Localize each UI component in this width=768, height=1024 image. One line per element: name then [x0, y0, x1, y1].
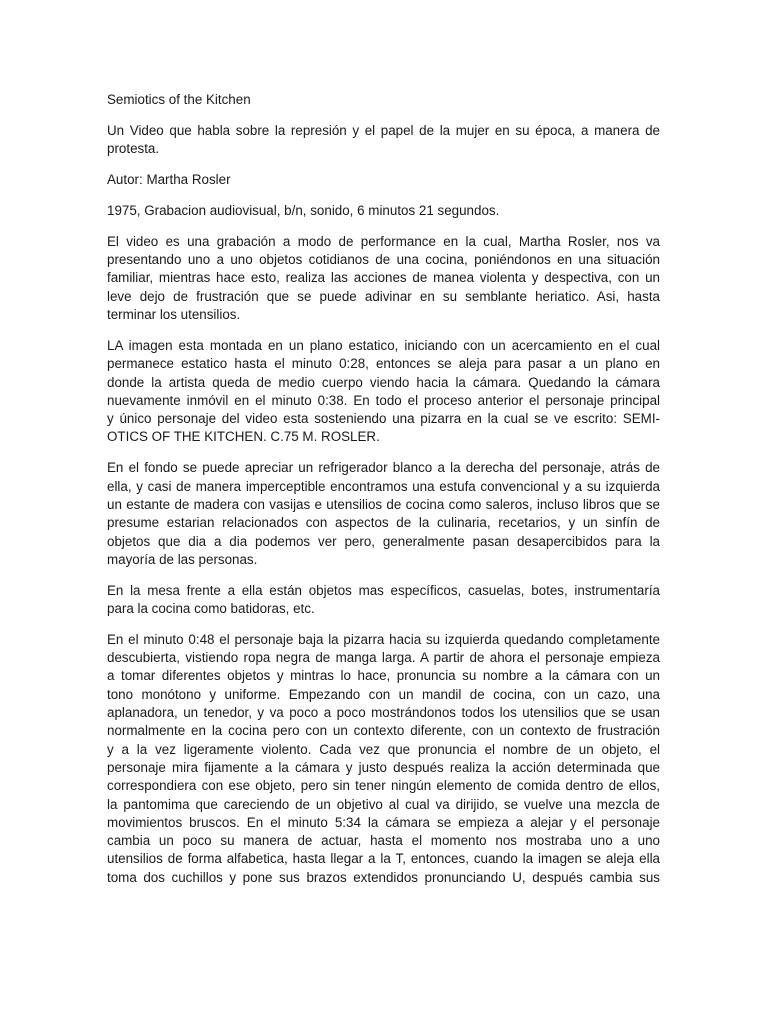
- text-line: la pantomima que careciendo de un objetivo al cual va dirijido, se vuelve una mezcla de: [107, 796, 660, 812]
- text-line: donde la artista queda de medio cuerpo viendo hacia la cámara. Quedando la cámara: [107, 374, 660, 390]
- text-line: OTICS OF THE KITCHEN. C.75 M. ROSLER.: [107, 429, 380, 445]
- document-title: [107, 91, 660, 109]
- text-line: objetos que dia a dia podemos ver pero, generalmente pasan desapercibidos para la: [107, 533, 660, 549]
- text-line: toma dos cuchillos y pone sus brazos extendidos pronunciando U, después cambia sus: [107, 869, 660, 885]
- text-line: permanece estatico hasta el minuto 0:28, entonces se aleja para pasar a un plano en: [107, 356, 660, 372]
- paragraph-background: [107, 459, 660, 569]
- paragraph-description: [107, 122, 660, 159]
- text-line: mayoría de las personas.: [107, 551, 258, 567]
- text-line: Autor: Martha Rosler: [107, 172, 231, 188]
- text-line: presentando uno a uno objetos cotidianos de una cocina, poniéndonos en una situación: [107, 252, 660, 268]
- text-line: En el fondo se puede apreciar un refrigerador blanco a la derecha del personaje, atrás de: [107, 460, 660, 476]
- text-line: presume estarian relacionados con aspectos de la culinaria, recetarios, y un sinfín de: [107, 515, 660, 531]
- text-line: utensilios de forma alfabetica, hasta llegar a la T, entonces, cuando la imagen se aleja ella: [107, 851, 660, 867]
- text-line: El video es una grabación a modo de performance en la cual, Martha Rosler, nos va: [107, 233, 660, 249]
- text-line: En la mesa frente a ella están objetos mas específicos, casuelas, botes, instrumentaría: [107, 582, 660, 598]
- text-line: Semiotics of the Kitchen: [107, 92, 251, 107]
- text-line: nuevamente inmóvil en el minuto 0:38. En todo el proceso anterior el personaje principal: [107, 392, 660, 408]
- text-line: y a la vez ligeramente violento. Cada vez que pronuncia el nombre de un objeto, el: [107, 741, 660, 757]
- text-line: un estante de madera con vasijas e utensilios de cocina como saleros, incluso libros que se: [107, 496, 660, 512]
- text-line: En el minuto 0:48 el personaje baja la pizarra hacia su izquierda quedando completamente: [107, 631, 660, 647]
- text-line: movimientos bruscos. En el minuto 5:34 la cámara se empieza a alejar y el personaje: [107, 814, 660, 830]
- text-line: 1975, Grabacion audiovisual, b/n, sonido, 6 minutos 21 segundos.: [107, 202, 500, 218]
- text-line: ella, y casi de manera imperceptible encontramos una estufa convencional y a su izquierda: [107, 478, 660, 494]
- paragraph-camera: [107, 337, 660, 447]
- text-line: terminar los utensilios.: [107, 307, 241, 323]
- text-line: normalmente en la cocina pero con un contexto diferente, con un contexto de frustración: [107, 723, 660, 739]
- text-line: descubierta, vistiendo ropa negra de manga larga. A partir de ahora el personaje empieza: [107, 650, 660, 666]
- text-line: protesta.: [107, 141, 160, 157]
- text-line: correspondiera con ese objeto, pero sin tener ningún elemento de comida dentro de ellos,: [107, 778, 660, 794]
- paragraph-table: [107, 582, 660, 619]
- text-line: cambia un poco su manera de actuar, hasta el momento nos mostraba uno a uno: [107, 833, 660, 849]
- text-line: LA imagen esta montada en un plano estatico, iniciando con un acercamiento en el cual: [107, 337, 660, 353]
- text-line: aplanadora, un tenedor, y va poco a poco mostrándonos todos los utensilios que se usan: [107, 705, 660, 721]
- text-line: familiar, mientras hace esto, realiza las acciones de manea violenta y despectiva, con un: [107, 270, 660, 286]
- text-line: para la cocina como batidoras, etc.: [107, 600, 315, 616]
- paragraph-author: [107, 171, 660, 189]
- text-line: a tomar diferentes objetos y mintras lo hace, pronuncia su nombre a la cámara con un: [107, 668, 660, 684]
- paragraph-performance: [107, 233, 660, 324]
- text-line: personaje mira fijamente a la cámara y justo después realiza la acción determinada que: [107, 759, 660, 775]
- paragraph-action: [107, 631, 660, 887]
- text-line: leve dejo de frustración que se puede adivinar en su semblante heriatico. Asi, hasta: [107, 288, 660, 304]
- paragraph-technical-info: [107, 202, 660, 220]
- document-body: [107, 91, 660, 900]
- text-line: tono monótono y uniforme. Empezando con un mandil de cocina, con un cazo, una: [107, 686, 660, 702]
- text-line: Un Video que habla sobre la represión y el papel de la mujer en su época, a manera de: [107, 122, 660, 138]
- text-line: y único personaje del video esta sosteniendo una pizarra en la cual se ve escrito: SEMI-: [107, 411, 660, 427]
